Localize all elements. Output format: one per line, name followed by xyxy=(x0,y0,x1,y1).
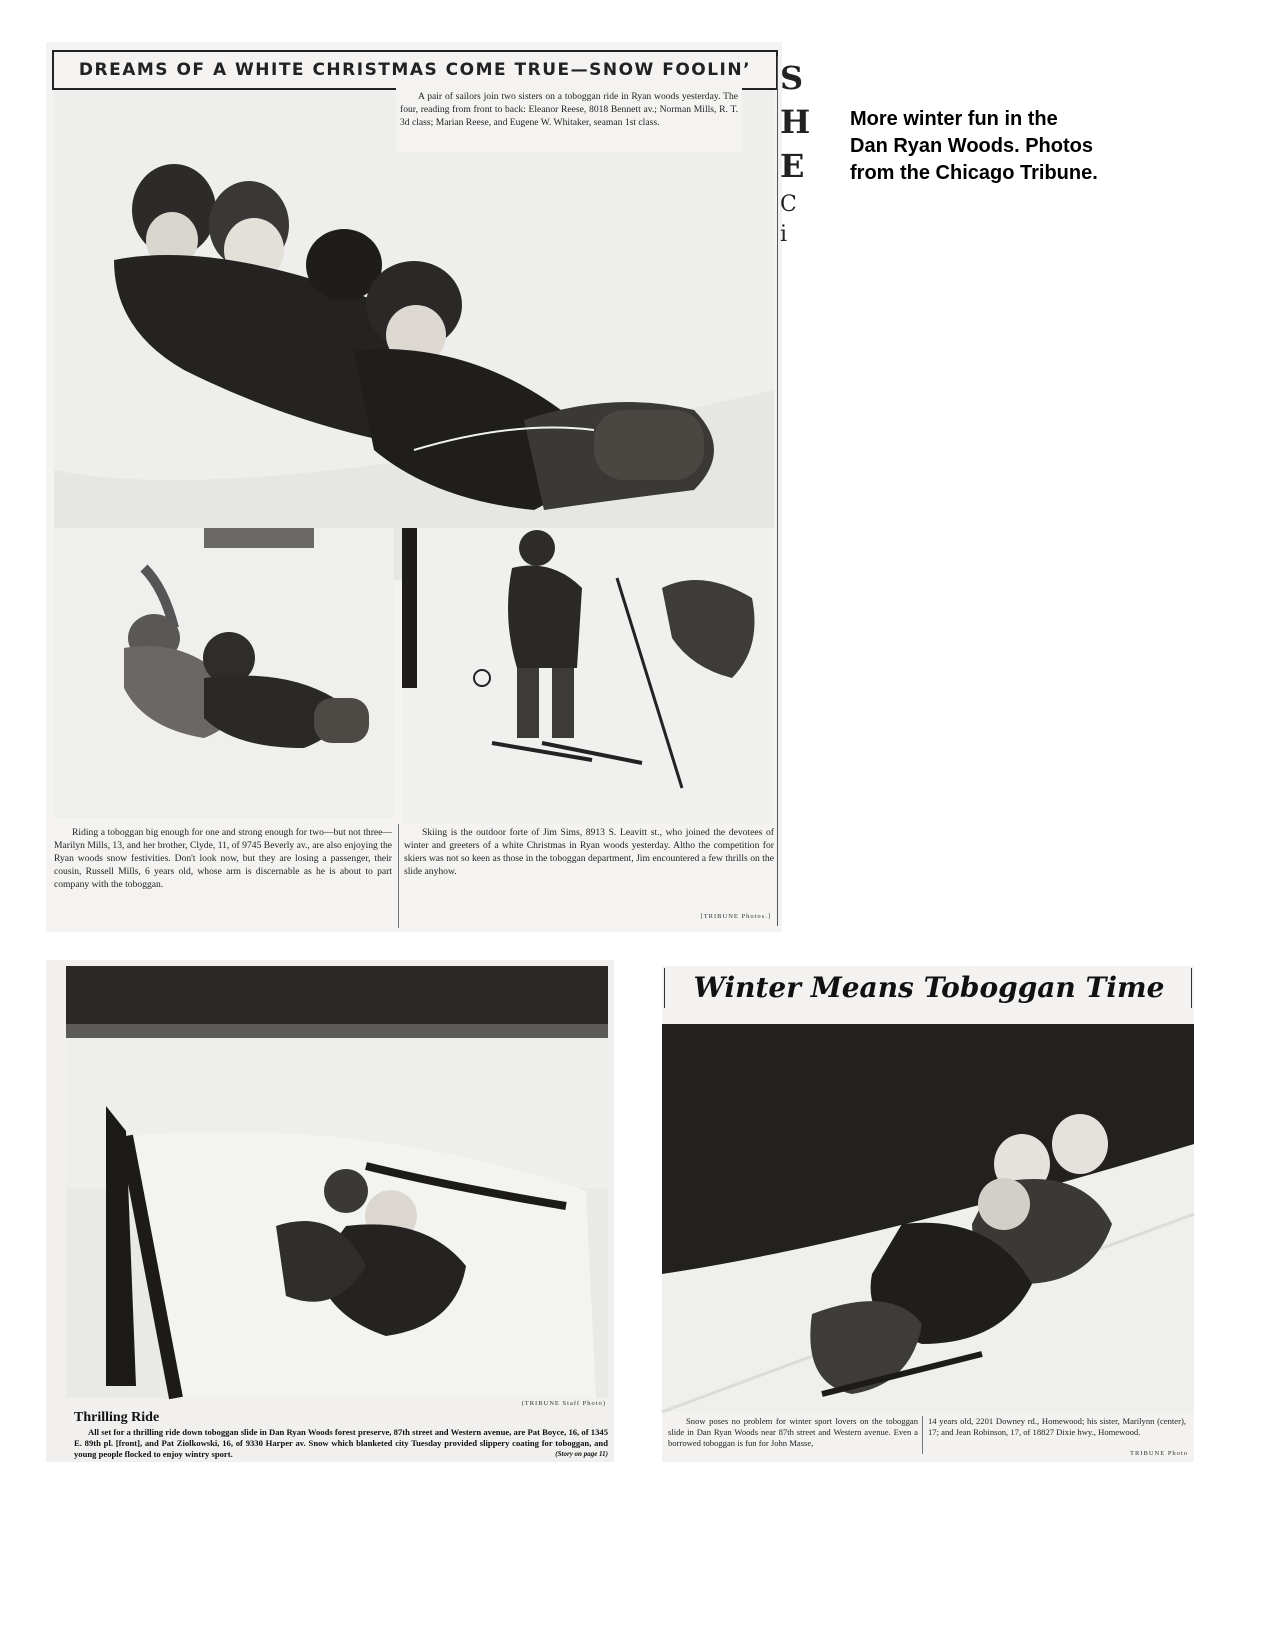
caption-mills xyxy=(54,826,392,891)
caption-winter-left-text: Snow poses no problem for winter sport lovers on the toboggan slide in Dan Ryan Woods near 87th street and Western avenue. Even a borrowed toboggan is fun for John Masse, xyxy=(668,1416,918,1448)
headline: DREAMS OF A WHITE CHRISTMAS COME TRUE—SNOW FOOLIN’ xyxy=(78,60,752,80)
caption-jim-sims-text: Skiing is the outdoor forte of Jim Sims, 8913 S. Leavitt st., who joined the devotees of winter and greeters of a white Christmas in Ryan woods yesterday. Altho the competition for skiers was not so keen as those in the toboggan department, Jim encountered a few thrills on the slide anyhow. xyxy=(404,827,774,877)
photo-sailors-toboggan xyxy=(54,90,774,580)
adjacent-letter-4: C xyxy=(780,192,797,217)
headline-winter: Winter Means Toboggan Time xyxy=(693,971,1165,1004)
adjacent-letter-3: E xyxy=(780,147,805,185)
photo-thrilling-ride xyxy=(66,966,608,1398)
caption-winter-right-text: 14 years old, 2201 Downey rd., Homewood; his sister, Marilynn (center), 17; and Jean Robinson, 17, of 18827 Dixie hwy., Homewood. xyxy=(928,1416,1186,1437)
adjacent-letter-5: i xyxy=(780,222,788,247)
clipping-white-christmas xyxy=(46,42,811,932)
adjacent-column-rule xyxy=(777,56,778,926)
photo-jim-sims-skiing xyxy=(402,528,774,824)
credit-tribune-photos: [TRIBUNE Photos.] xyxy=(700,913,771,920)
caption-winter-left xyxy=(668,1416,918,1449)
headline-rule-left xyxy=(664,968,665,1008)
photo-jim-sims-skiing-image xyxy=(402,528,774,824)
adjacent-column xyxy=(780,59,811,247)
page-note: More winter fun in the Dan Ryan Woods. Photos from the Chicago Tribune. xyxy=(850,108,1098,184)
clipping-thrilling-ride xyxy=(46,960,614,1462)
title-thrilling-ride: Thrilling Ride xyxy=(74,1410,160,1425)
credit-tribune-staff-photo: (TRIBUNE Staff Photo) xyxy=(521,1400,606,1407)
caption-winter-divider xyxy=(922,1416,923,1454)
adjacent-letter-1: S xyxy=(780,59,804,97)
caption-thrilling-ride xyxy=(74,1427,608,1460)
caption-thrilling-ride-text: All set for a thrilling ride down toboggan slide in Dan Ryan Woods forest preserve, 87th street and Western avenue, are Pat Boyce, 16, of 1345 E. 89th pl. [front], and Pat Ziolkowski, 16, of 9330 Harper av. Snow which blanketed city Tuesday provided slippery coating for toboggan, and young people flocked to enjoy wintry sport. xyxy=(74,1427,608,1459)
photo-mills-toboggan xyxy=(54,528,394,818)
photo-winter-toboggan-image xyxy=(662,1024,1194,1412)
headline-box xyxy=(52,50,778,90)
caption-jim-sims xyxy=(404,826,774,878)
photo-winter-toboggan xyxy=(662,1024,1194,1412)
photo-mills-toboggan-image xyxy=(54,528,394,818)
photo-thrilling-ride-image xyxy=(66,966,608,1398)
credit-tribune-photo: TRIBUNE Photo xyxy=(1130,1450,1188,1457)
clipping-winter-toboggan-time xyxy=(662,966,1194,1462)
headline-rule-right xyxy=(1191,968,1192,1008)
caption-sailors xyxy=(396,88,742,152)
caption-sailors-text: A pair of sailors join two sisters on a toboggan ride in Ryan woods yesterday. The four, reading from front to back: Eleanor Reese, 8018 Bennett av.; Norman Mills, R. T. 3d class; Marian Reese, and Eugene W. Whitaker, seaman 1st class. xyxy=(400,91,738,128)
adjacent-letter-2: H xyxy=(780,103,811,141)
caption-divider xyxy=(398,824,399,928)
caption-winter-right xyxy=(928,1416,1186,1438)
story-reference: (Story on page 11) xyxy=(555,1450,608,1458)
caption-mills-text: Riding a toboggan big enough for one and strong enough for two—but not three—Marilyn Mills, 13, and her brother, Clyde, 11, of 9745 Beverly av., are also enjoying the Ryan woods snow festivities. Don't look now, but they are losing a passenger, their cousin, Russell Mills, 6 years old, whose arm is discernable as he is about to part company with the toboggan. xyxy=(54,827,392,890)
photo-sailors-toboggan-image xyxy=(54,90,774,580)
